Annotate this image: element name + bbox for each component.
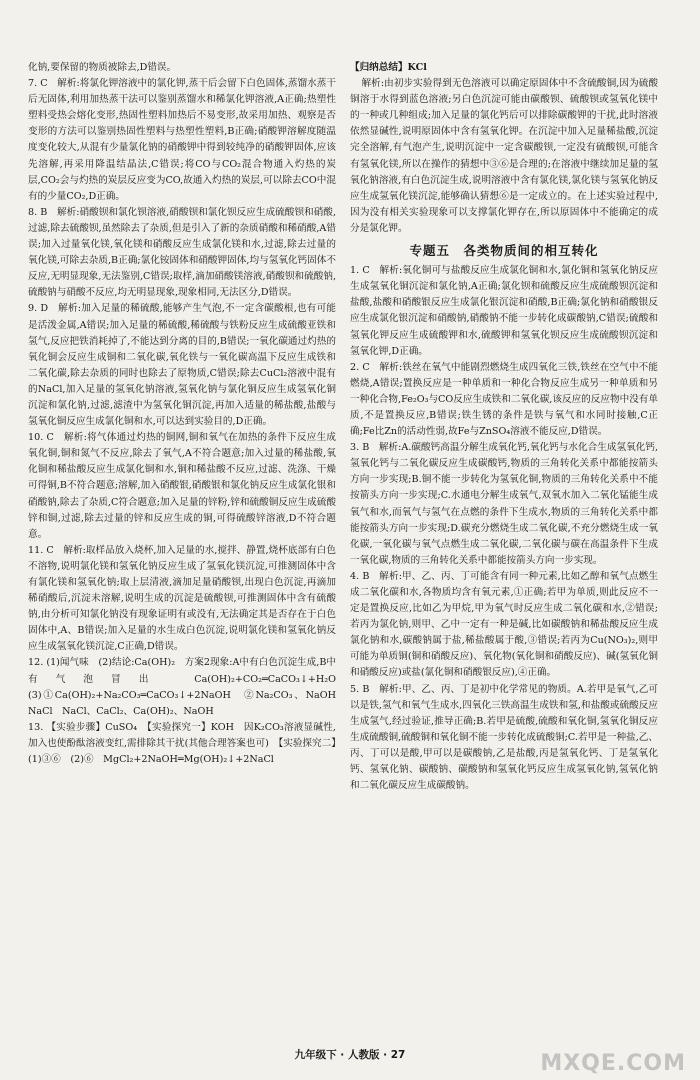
- left-column: [28, 60, 346, 768]
- answer-7: 7. C 解析:将氯化钾溶液中的氯化钾,蒸干后会留下白色固体,蒸馏水蒸干后无固体,利用加热蒸干法可以鉴别蒸馏水和稀氯化钾溶液,A正确;热塑性塑料受热会熔化变形,热固性塑料加热后不易变形,故采用加热、观察是否变形的方法可以鉴别热固性塑料与热塑性塑料,B正确;硝酸钾溶解度随温度变化较大,从混有少量氯化钠的硝酸钾中得到较纯净的硝酸钾固体,应该先溶解,再采用降温结晶法,C错误;将CO与CO₂混合物通入灼热的炭层,CO₂会与灼热的炭层反应变为CO,故通入灼热的炭层,可以除去CO中混有的少量CO₂,D正确。: [28, 78, 336, 202]
- summary-analysis: 解析:由初步实验得到无色溶液可以确定原固体中不含硫酸铜,因为硫酸铜溶于水得到蓝色溶液;另白色沉淀可能由碳酸钡、硫酸钡或氢氧化镁中的一种或几种组成;加入足量的氯化钙后可以排除碳酸钾的干扰,此时溶液依然显碱性,说明原固体中含有氢氧化钾。在沉淀中加入足量稀盐酸,沉淀完全溶解,有气泡产生,说明沉淀中一定含碳酸钡,一定没有硫酸钡,可能含有氢氧化镁,所以在操作的猜想中③⑥是合理的;在溶液中继续加足量的氢氧化钠溶液,有白色沉淀生成,说明溶液中含有氯化镁,氯化镁与氢氧化钠反应生成氢氧化镁沉淀,能够确认猜想⑥是一定成立的。在上述实验过程中,因为没有相关实验现象可以支撑氯化钾存在,所以原固体中不能确定的成分是氯化钾。: [350, 78, 658, 234]
- right-column: [350, 60, 658, 794]
- answer-s5-2: 2. C 解析:铁丝在氧气中能剧烈燃烧生成四氧化三铁,铁丝在空气中不能燃烧,A错误;置换反应是一种单质和一种化合物反应生成另一种单质和另一种化合物,Fe₂O₃与CO反应生成铁和二氧化碳,该反应的反应物中没有单质,不是置换反应,B错误;铁生锈的条件是铁与氧气和水同时接触,C正确;Fe比Zn的活动性弱,故Fe与ZnSO₄溶液不能反应,D错误。: [350, 361, 658, 438]
- answer-s5-3: 3. B 解析:A.碳酸钙高温分解生成氧化钙,氧化钙与水化合生成氢氧化钙,氢氧化钙与二氧化碳反应生成碳酸钙,物质的三角转化关系中都能按箭头方向一步实现;B.铜不能一步转化为氢氧化铜,物质的三角转化关系中不能按箭头方向一步实现;C.水通电分解生成氧气,双氧水加入二氧化锰能生成氧气和水,而氧气与氢气在点燃的条件下生成水,物质的三角转化关系中都能按箭头方向一步实现;D.碳充分燃烧生成二氧化碳,不充分燃烧生成一氧化碳,一氧化碳与氧气点燃生成二氧化碳,二氧化碳与碳在高温条件下生成一氧化碳,物质的三角转化关系中都能按箭头方向一步实现。: [350, 442, 658, 566]
- answer-10: 10. C 解析:将气体通过灼热的铜网,铜和氧气在加热的条件下反应生成氧化铜,铜和氮气不反应,除去了氧气,A不符合题意;加入过量的稀盐酸,氧化铜和稀盐酸反应生成氯化铜和水,铜和稀盐酸不反应,过滤、洗涤、干燥可得铜,B不符合题意;溶解,加入硝酸银,硝酸银和氯化钠反应生成氯化银和硝酸钠,除去了杂质,C符合题意;加入足量的锌粉,锌和硫酸铜反应生成硫酸锌和铜,过滤,除去过量的锌和反应生成的铜,可得硫酸锌溶液,D不符合题意。: [28, 432, 336, 540]
- answer-s5-4: 4. B 解析:甲、乙、丙、丁可能含有同一种元素,比如乙醇和氧气点燃生成二氧化碳和水,各物质均含有氧元素,①正确;若甲为单质,则此反应不一定是置换反应,比如乙为甲烷,甲为氧气时反应生成二氧化碳和水,②错误;若丙为氯化钠,则甲、乙中一定有一种是碱,比如碳酸钠和稀盐酸反应生成氯化钠和水,碳酸钠属于盐,稀盐酸属于酸,③错误;若丙为Cu(NO₃)₂,则甲可能为单质铜(铜和硝酸反应)、氧化物(氧化铜和硝酸反应)、碱(氢氧化铜和硝酸反应)或盐(氯化铜和硝酸银反应),④正确。: [350, 570, 658, 679]
- summary-heading: 【归纳总结】KCl: [350, 62, 427, 73]
- watermark: MXQE.COM: [540, 1051, 686, 1076]
- answer-s5-1: 1. C 解析:氧化铜可与盐酸反应生成氯化铜和水,氯化铜和氢氧化钠反应生成氢氧化铜沉淀和氯化钠,A正确;氯化钡和硫酸反应生成硫酸钡沉淀和盐酸,盐酸和硝酸银反应生成氯化银沉淀和硝酸,B正确;氯化钠和硝酸银反应生成氯化银沉淀和硝酸钠,硝酸钠不能一步转化成碳酸钠,C错误;硫酸和氢氧化钾反应生成硫酸钾和水,硫酸钾和氢氧化钡反应生成硫酸钡沉淀和氢氧化钾,D正确。: [350, 265, 658, 357]
- page-footer: 九年级下 · 人教版 · 27: [294, 1049, 406, 1061]
- answer-11: 11. C 解析:取样品放入烧杯,加入足量的水,搅拌、静置,烧杯底部有白色不溶物,说明氯化镁和氢氧化钠反应生成了氢氧化镁沉淀,可推测固体中含有氯化镁和氢氧化钠;取上层清液,滴加足量硝酸钡,出现白色沉淀,再滴加稀硝酸后,沉淀未溶解,说明生成的沉淀是硫酸钡,可推测固体中含有硫酸钠,由分析可知氯化钠没有现象证明有或没有,无法确定其是否存在于白色固体中,A、B错误;加入足量的水生成白色沉淀,说明氯化镁和氢氧化钠反应生成氢氧化镁沉淀,C正确,D错误。: [28, 544, 336, 653]
- answer-s5-5: 5. B 解析:甲、乙、丙、丁是初中化学常见的物质。A.若甲是氧气,乙可以是铁,氢气和氧气生成水,四氧化三铁高温生成铁和氢,和盐酸或硫酸反应生成氢气,经过验证,推导正确;B.若甲是硫酸,硫酸和氧化铜,氢氧化铜反应生成硫酸铜,硫酸铜和氧化铜不能一步转化成硫酸铜;C.若甲是一种盐,乙、丙、丁可以是酸,甲可以是碳酸钠,乙是盐酸,丙是氢氧化钙、丁是氢氧化钙、氢氧化钠、碳酸钠、碳酸钠和氢氧化钙反应生成氢氧化钠,氢氧化钠和二氧化碳反应生成碳酸钠。: [350, 683, 658, 792]
- answer-12: 12. (1)闻气味 (2)结论:Ca(OH)₂ 方案2现象:A中有白色沉淀生成,B中有气泡冒出 Ca(OH)₂+CO₂═CaCO₃↓+H₂O (3)①Ca(OH)₂+Na₂CO₃═CaCO₃↓+2NaOH ②Na₂CO₃、NaOH NaCl NaCl、CaCl₂、Ca(OH)₂、NaOH: [28, 657, 346, 717]
- paragraph-continuation: 化钠,要保留的物质被除去,D错误。: [28, 62, 177, 73]
- answer-13: 13. 【实验步骤】CuSO₄ 【实验探究一】KOH 因K₂CO₃溶液显碱性,加入也使酚酞溶液变红,需排除其干扰(其他合理答案也可) 【实验探究二】(1)③⑥ (2)⑥ MgCl₂+2NaOH═Mg(OH)₂↓+2NaCl: [28, 721, 336, 766]
- answer-9: 9. D 解析:加入足量的稀硫酸,能够产生气泡,不一定含碳酸根,也有可能是活泼金属,A错误;加入足量的稀硫酸,稀硫酸与铁粉反应生成硫酸亚铁和氢气,反应把铁消耗掉了,不能达到分离的目的,B错误;一氧化碳通过灼热的氧化铜会反应生成铜和二氧化碳,氧化铁与一氧化碳高温下反应生成铁和二氧化碳,除去杂质的同时也除去了原物质,C错误;除去CuCl₂溶液中混有的NaCl,加入足量的氢氧化钠溶液,氢氧化钠与氯化铜反应生成氢氧化铜沉淀和氯化钠,过滤,滤渣中为氢氧化铜沉淀,再加入适量的稀盐酸,盐酸与氢氧化铜反应生成氯化铜和水,可以达到实验目的,D正确。: [28, 303, 336, 428]
- answer-8: 8. B 解析:硝酸钡和氯化钡溶液,硝酸钡和氯化钡反应生成硫酸钡和硝酸,过滤,除去硫酸钡,虽然除去了杂质,但是引入了新的杂质硝酸和稀硝酸,A错误;加入过量氧化镁,氧化镁和硝酸反应生成氯化镁和水,过滤,除去过量的氧化镁,可除去杂质,B正确;氯化铵固体和硝酸钾固体,均与氢氧化钙固体不反应,无明显现象,无法鉴别,C错误;取样,滴加硝酸镁溶液,硝酸钡和硫酸钠,硫酸钠与硝酸不反应,均无明显现象,现象相同,无法区分,D错误。: [28, 206, 336, 299]
- section-title: 专题五 各类物质间的相互转化: [409, 243, 599, 259]
